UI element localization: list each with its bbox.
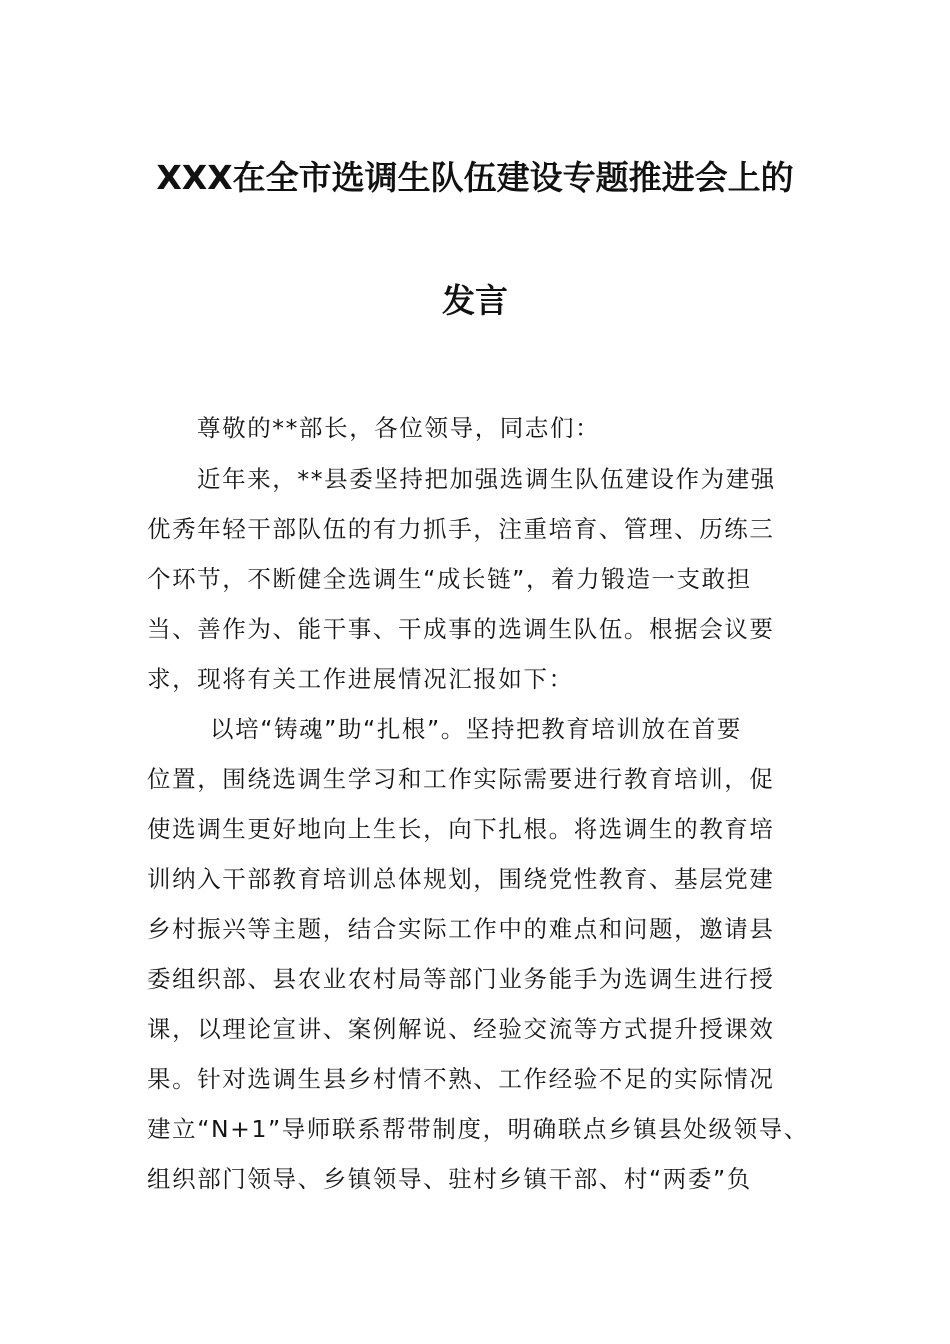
paragraph-1-line: 优秀年轻干部队伍的有力抓手，注重培育、管理、历练三 xyxy=(147,515,775,543)
salutation: 尊敬的**部长，各位领导，同志们： xyxy=(197,414,601,442)
paragraph-1-line: 近年来，**县委坚持把加强选调生队伍建设作为建强 xyxy=(197,465,776,493)
paragraph-1-line: 当、善作为、能干事、干成事的选调生队伍。根据会议要 xyxy=(147,615,775,643)
paragraph-2-line: 组织部门领导、乡镇领导、驻村乡镇干部、村“两委”负 xyxy=(147,1165,752,1193)
paragraph-2-line: 训纳入干部教育培训总体规划，围绕党性教育、基层党建 xyxy=(147,865,775,893)
paragraph-1-line: 求，现将有关工作进展情况汇报如下： xyxy=(147,665,574,693)
paragraph-2-line: 课，以理论宣讲、案例解说、经验交流等方式提升授课效 xyxy=(147,1015,775,1043)
document-title-line-1: XXX在全市选调生队伍建设专题推进会上的 xyxy=(156,158,794,197)
document-title-line-2: 发言 xyxy=(442,281,508,320)
paragraph-2-line: 委组织部、县农业农村局等部门业务能手为选调生进行授 xyxy=(147,965,775,993)
paragraph-2-line: 乡村振兴等主题，结合实际工作中的难点和问题，邀请县 xyxy=(147,915,775,943)
paragraph-2-line: 位置，围绕选调生学习和工作实际需要进行教育培训，促 xyxy=(147,765,775,793)
paragraph-2-line: 使选调生更好地向上生长，向下扎根。将选调生的教育培 xyxy=(147,815,775,843)
paragraph-2-line: 果。针对选调生县乡村情不熟、工作经验不足的实际情况 xyxy=(147,1065,775,1093)
paragraph-2-line: 以培“铸魂”助“扎根”。坚持把教育培训放在首要 xyxy=(210,715,742,743)
paragraph-1-line: 个环节，不断健全选调生“成长链”，着力锻造一支敢担 xyxy=(147,565,752,593)
paragraph-2-line: 建立“N+1”导师联系帮带制度，明确联点乡镇县处级领导、 xyxy=(147,1115,809,1143)
